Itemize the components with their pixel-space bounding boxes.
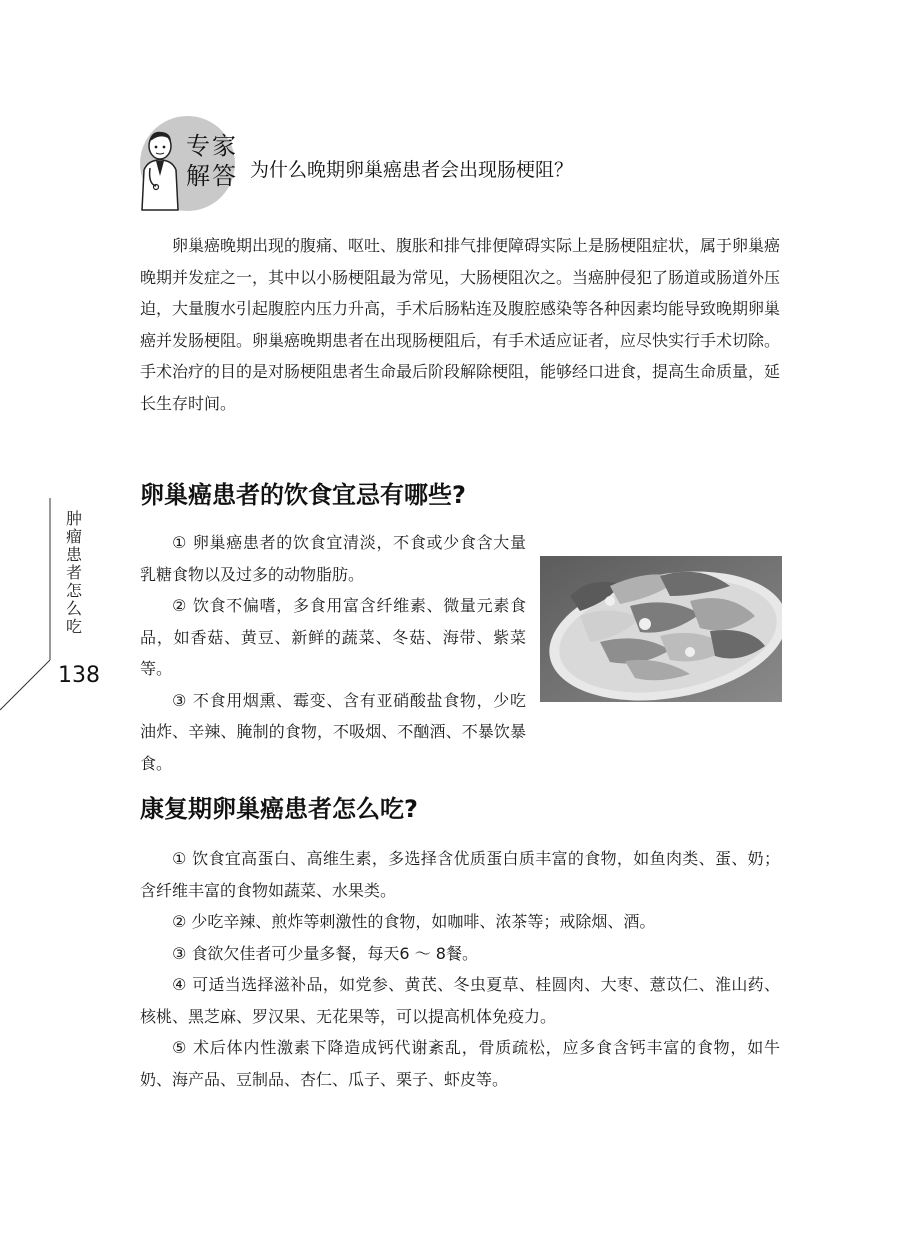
- intro-paragraph: [140, 230, 780, 419]
- doctor-icon: [138, 124, 188, 214]
- book-title-char: 怎: [65, 581, 82, 600]
- book-title-char: 瘤: [65, 527, 82, 546]
- diet-list: [140, 527, 526, 779]
- food-photo: [540, 556, 782, 702]
- list-item: ③ 食欲欠佳者可少量多餐，每天6 ～ 8餐。: [172, 943, 478, 963]
- section-heading-diet-do-dont: 卵巢癌患者的饮食宜忌有哪些?: [140, 481, 466, 509]
- book-title-char: 肿: [65, 509, 82, 528]
- list-item: ② 少吃辛辣、煎炸等刺激性的食物，如咖啡、浓茶等；戒除烟、酒。: [172, 912, 656, 931]
- expert-answer-label: 专家 解答: [186, 132, 238, 190]
- list-item: ④ 可适当选择滋补品，如党参、黄芪、冬虫夏草、桂圆肉、大枣、薏苡仁、淮山药、核桃、黑芝麻、罗汉果、无花果等，可以提高机体免疫力。: [140, 975, 780, 1026]
- page-number: 138: [58, 663, 100, 688]
- question-title: 为什么晚期卵巢癌患者会出现肠梗阻？: [250, 159, 574, 181]
- recovery-diet-list: [140, 843, 780, 1095]
- section-heading-recovery-diet: 康复期卵巢癌患者怎么吃?: [140, 795, 418, 823]
- margin-divider: [0, 0, 120, 760]
- list-item: ① 卵巢癌患者的饮食宜清淡，不食或少食含大量乳糖食物以及过多的动物脂肪。: [140, 533, 526, 584]
- intro-text: 卵巢癌晚期出现的腹痛、呕吐、腹胀和排气排便障碍实际上是肠梗阻症状，属于卵巢癌晚期并发症之一，其中以小肠梗阻最为常见，大肠梗阻次之。当癌肿侵犯了肠道或肠道外压迫，大量腹水引起腹腔内压力升高，手术后肠粘连及腹腔感染等各种因素均能导致晚期卵巢癌并发肠梗阻。卵巢癌晚期患者在出现肠梗阻后，有手术适应证者，应尽快实行手术切除。手术治疗的目的是对肠梗阻患者生命最后阶段解除梗阻，能够经口进食，提高生命质量，延长生存时间。: [140, 236, 781, 413]
- book-title-char: 患: [65, 545, 82, 564]
- list-item: ③ 不食用烟熏、霉变、含有亚硝酸盐食物，少吃油炸、辛辣、腌制的食物，不吸烟、不酗酒、不暴饮暴食。: [140, 690, 526, 773]
- book-title-char: 者: [65, 563, 82, 582]
- book-title-char: 么: [65, 599, 82, 618]
- list-item: ⑤ 术后体内性激素下降造成钙代谢紊乱，骨质疏松，应多食含钙丰富的食物，如牛奶、海产品、豆制品、杏仁、瓜子、栗子、虾皮等。: [140, 1038, 780, 1089]
- list-item: ① 饮食宜高蛋白、高维生素，多选择含优质蛋白质丰富的食物，如鱼肉类、蛋、奶；含纤维丰富的食物如蔬菜、水果类。: [140, 849, 780, 900]
- book-title-vertical: [64, 510, 84, 636]
- book-title-char: 吃: [65, 617, 82, 636]
- list-item: ② 饮食不偏嗜，多食用富含纤维素、微量元素食品，如香菇、黄豆、新鲜的蔬菜、冬菇、海带、紫菜等。: [140, 596, 526, 678]
